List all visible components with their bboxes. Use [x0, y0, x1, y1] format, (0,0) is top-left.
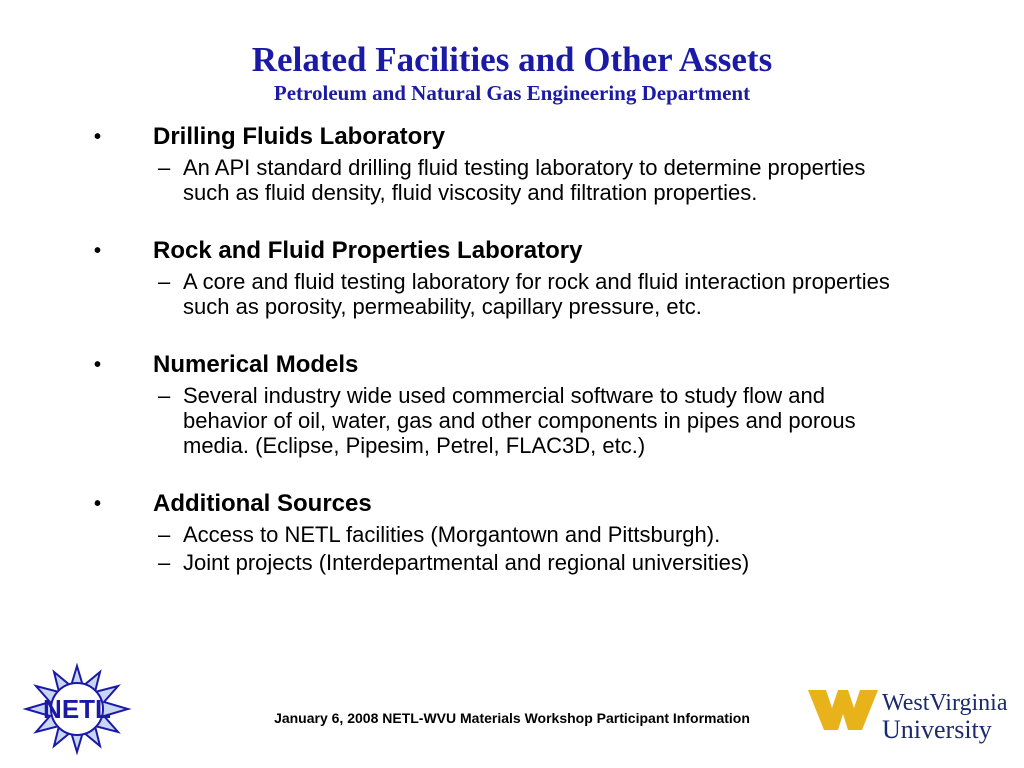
- section-heading: [94, 350, 914, 380]
- slide-subtitle: Petroleum and Natural Gas Engineering Department: [273, 81, 751, 105]
- dash-icon: –: [158, 550, 171, 575]
- wvu-logo-line2: University: [882, 715, 992, 744]
- slide-title: Related Facilities and Other Assets: [251, 40, 773, 79]
- dash-icon: –: [158, 383, 171, 408]
- bullet-list: [94, 122, 914, 606]
- dash-icon: –: [158, 522, 171, 547]
- netl-logo-text: NETL: [43, 694, 111, 724]
- sub-item-text: A core and fluid testing laboratory for rock and fluid interaction properties such as porosity, permeability, capillary pressure, etc.: [183, 269, 890, 319]
- wvu-flying-wv-icon: [808, 690, 878, 730]
- section-heading: [94, 236, 914, 266]
- sub-item-text: An API standard drilling fluid testing laboratory to determine properties such as fluid density, fluid viscosity and filtration properties.: [183, 155, 866, 205]
- section-heading-text: Rock and Fluid Properties Laboratory: [153, 237, 583, 264]
- sub-item-text: Access to NETL facilities (Morgantown and Pittsburgh).: [183, 522, 721, 547]
- section-rock-fluid: [94, 236, 914, 319]
- section-heading-text: Numerical Models: [153, 351, 359, 378]
- netl-logo: [22, 664, 132, 754]
- sub-item: [94, 155, 914, 205]
- section-heading-text: Drilling Fluids Laboratory: [153, 123, 446, 150]
- bullet-icon: •: [94, 493, 102, 515]
- section-heading: [94, 122, 914, 152]
- bullet-icon: •: [94, 354, 102, 376]
- dash-icon: –: [158, 155, 171, 180]
- sub-item-text: Several industry wide used commercial software to study flow and behavior of oil, water, gas and other components in pipes and porous media. (Eclipse, Pipesim, Petrel, FLAC3D, etc.): [183, 383, 856, 458]
- wvu-logo: [804, 684, 1008, 746]
- wvu-logo-line1: WestVirginia: [882, 690, 1008, 716]
- bullet-icon: •: [94, 240, 102, 262]
- sub-item: [94, 383, 914, 458]
- section-drilling-fluids: [94, 122, 914, 205]
- section-numerical-models: [94, 350, 914, 458]
- bullet-icon: •: [94, 126, 102, 148]
- section-heading-text: Additional Sources: [153, 490, 372, 517]
- slide-footer: January 6, 2008 NETL-WVU Materials Workshop Participant Information: [274, 710, 750, 726]
- section-additional-sources: [94, 489, 914, 575]
- sub-item: [94, 550, 914, 575]
- section-heading: [94, 489, 914, 519]
- dash-icon: –: [158, 269, 171, 294]
- title-block: [0, 40, 1024, 106]
- sub-item: [94, 269, 914, 319]
- sub-item-text: Joint projects (Interdepartmental and regional universities): [183, 550, 750, 575]
- sub-item: [94, 522, 914, 547]
